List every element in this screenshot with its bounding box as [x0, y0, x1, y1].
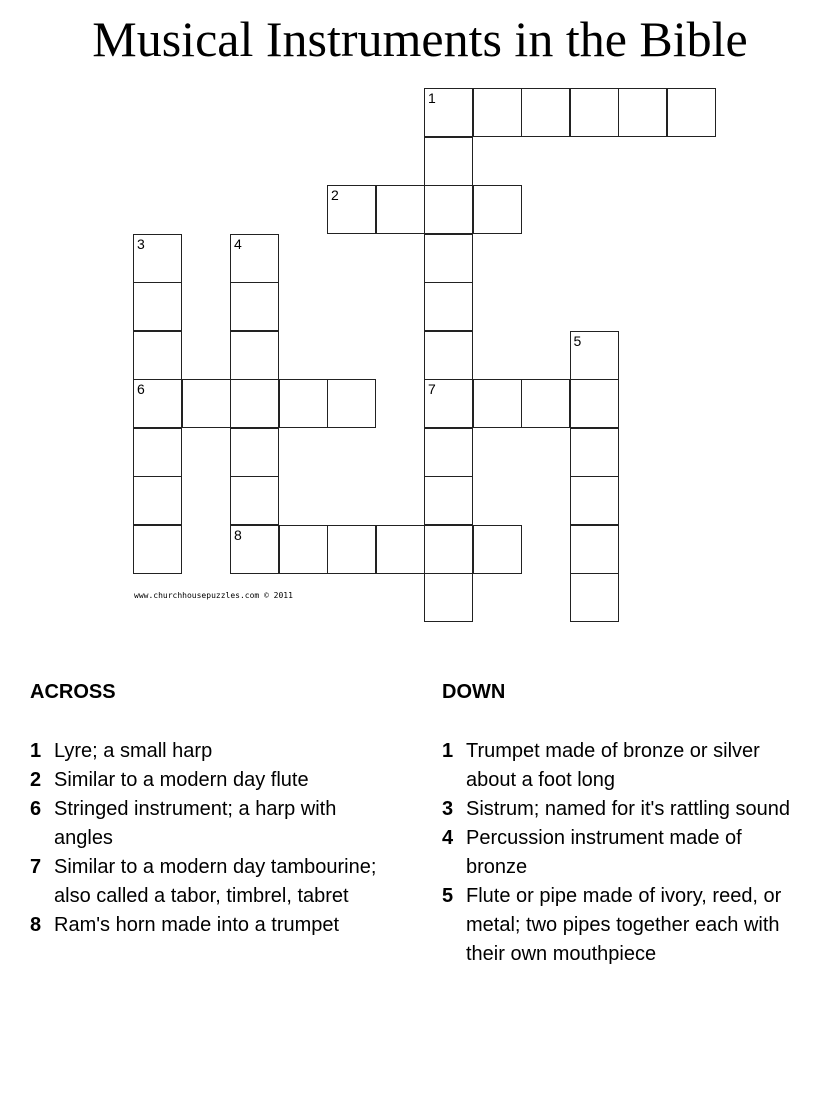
grid-cell[interactable]	[327, 185, 376, 234]
clue-item	[30, 737, 380, 766]
cell-number: 2	[331, 187, 339, 203]
grid-cell[interactable]	[424, 428, 473, 477]
grid-cell[interactable]	[667, 88, 716, 137]
clue-text: Stringed instrument; a harp with angles	[54, 798, 337, 849]
grid-cell[interactable]	[424, 525, 473, 574]
copyright-credit: www.churchhousepuzzles.com © 2011	[134, 591, 293, 600]
clue-item	[30, 853, 380, 911]
grid-cell[interactable]	[521, 88, 570, 137]
cell-number: 1	[428, 90, 436, 106]
grid-cell[interactable]	[230, 331, 279, 380]
grid-cell[interactable]	[424, 137, 473, 186]
grid-cell[interactable]	[424, 573, 473, 622]
grid-cell[interactable]	[279, 379, 328, 428]
clue-number: 5	[442, 885, 454, 907]
cell-number: 6	[137, 381, 145, 397]
grid-cell[interactable]	[133, 379, 182, 428]
grid-cell[interactable]	[133, 476, 182, 525]
grid-cell[interactable]	[279, 525, 328, 574]
grid-cell[interactable]	[133, 428, 182, 477]
clue-text: Sistrum; named for it's rattling sound	[466, 798, 790, 820]
grid-cell[interactable]	[424, 331, 473, 380]
clue-number: 1	[442, 740, 454, 762]
cell-number: 7	[428, 381, 436, 397]
grid-cell[interactable]	[424, 379, 473, 428]
grid-cell[interactable]	[570, 331, 619, 380]
grid-cell[interactable]	[424, 88, 473, 137]
clue-item	[30, 911, 380, 940]
grid-cell[interactable]	[376, 525, 425, 574]
grid-cell[interactable]	[424, 282, 473, 331]
clue-item	[442, 824, 797, 882]
grid-cell[interactable]	[570, 573, 619, 622]
clue-number: 1	[30, 740, 42, 762]
clue-text: Similar to a modern day tambourine; also called a tabor, timbrel, tabret	[54, 856, 377, 907]
grid-cell[interactable]	[133, 525, 182, 574]
grid-cell[interactable]	[133, 282, 182, 331]
cell-number: 5	[573, 332, 582, 349]
grid-cell[interactable]	[230, 476, 279, 525]
cell-number: 8	[234, 526, 242, 543]
grid-cell[interactable]	[473, 379, 522, 428]
grid-cell[interactable]	[473, 525, 522, 574]
clue-text: Ram's horn made into a trumpet	[54, 914, 340, 936]
grid-cell[interactable]	[570, 476, 619, 525]
grid-cell[interactable]	[521, 379, 570, 428]
grid-cell[interactable]	[570, 525, 619, 574]
grid-cell[interactable]	[327, 525, 376, 574]
cell-number: 4	[234, 235, 242, 252]
grid-cell[interactable]	[230, 234, 279, 283]
grid-cell[interactable]	[133, 331, 182, 380]
clue-item	[442, 882, 797, 969]
clue-item	[30, 795, 380, 853]
clue-number: 8	[30, 914, 42, 936]
down-heading: DOWN	[442, 681, 506, 703]
clue-number: 7	[30, 856, 42, 878]
grid-cell[interactable]	[424, 185, 473, 234]
grid-cell[interactable]	[473, 88, 522, 137]
grid-cell[interactable]	[133, 234, 182, 283]
clue-item	[442, 737, 797, 795]
grid-cell[interactable]	[230, 282, 279, 331]
cell-number: 3	[137, 235, 145, 252]
clue-number: 3	[442, 798, 454, 820]
clue-number: 6	[30, 798, 42, 820]
grid-cell[interactable]	[424, 476, 473, 525]
grid-cell[interactable]	[570, 379, 619, 428]
clue-item	[442, 795, 797, 824]
clue-text: Flute or pipe made of ivory, reed, or metal; two pipes together each with their own mouthpiece	[466, 885, 782, 965]
clue-item	[30, 766, 380, 795]
clue-text: Lyre; a small harp	[54, 740, 213, 762]
grid-cell[interactable]	[570, 88, 619, 137]
grid-cell[interactable]	[570, 428, 619, 477]
puzzle-title: Musical Instruments in the Bible	[92, 11, 748, 67]
grid-cell[interactable]	[473, 185, 522, 234]
down-clue-list	[442, 737, 797, 969]
clue-number: 4	[442, 827, 454, 849]
grid-cell[interactable]	[327, 379, 376, 428]
clue-text: Percussion instrument made of bronze	[466, 827, 742, 878]
clue-number: 2	[30, 769, 42, 791]
clue-text: Similar to a modern day flute	[54, 769, 309, 791]
grid-cell[interactable]	[424, 234, 473, 283]
grid-cell[interactable]	[230, 379, 279, 428]
grid-cell[interactable]	[230, 428, 279, 477]
across-heading: ACROSS	[30, 681, 116, 703]
grid-cell[interactable]	[618, 88, 667, 137]
grid-cell[interactable]	[376, 185, 425, 234]
grid-cell[interactable]	[182, 379, 231, 428]
across-clue-list	[30, 737, 380, 940]
clue-text: Trumpet made of bronze or silver about a foot long	[466, 740, 760, 791]
grid-cell[interactable]	[230, 525, 279, 574]
